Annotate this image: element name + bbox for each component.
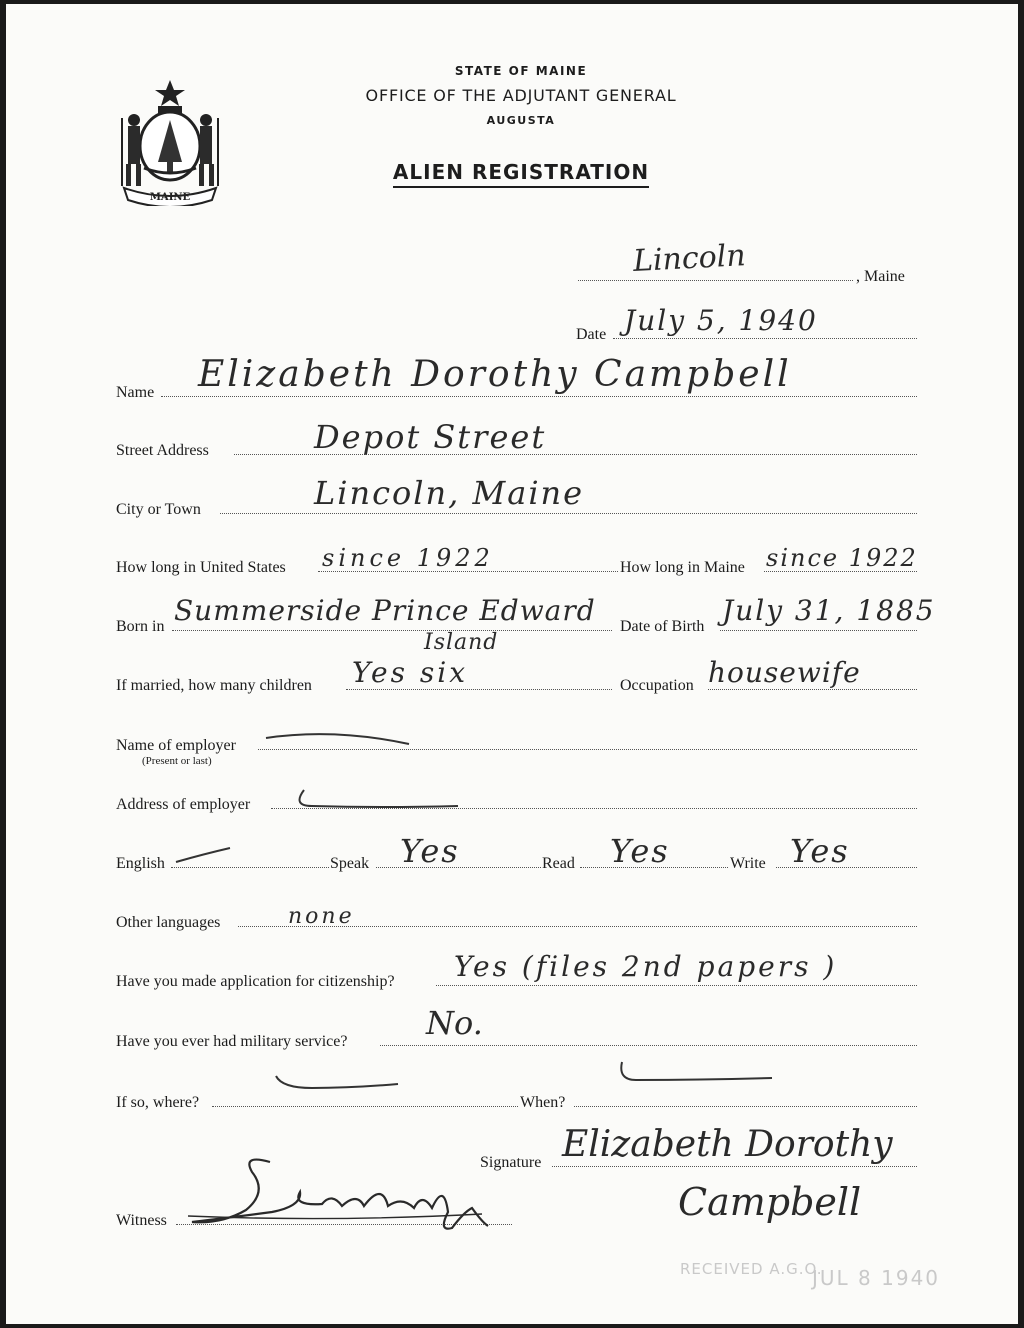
town-value: Lincoln [632, 238, 747, 279]
speak-label: Speak [330, 855, 370, 872]
blank-dash-mark [272, 1070, 402, 1092]
how-long-maine-value: since 1922 [766, 544, 918, 572]
born-in-label: Born in [116, 618, 165, 635]
children-label: If married, how many children [116, 677, 312, 694]
date-value: July 5, 1940 [624, 304, 818, 337]
employer-address-label: Address of employer [116, 796, 251, 813]
other-languages-label: Other languages [116, 914, 221, 931]
date-label: Date [576, 326, 607, 343]
citizenship-label: Have you made application for citizenship? [116, 973, 395, 990]
check-mark-icon [174, 844, 234, 866]
witness-label: Witness [116, 1212, 167, 1229]
maine-label: , Maine [856, 268, 905, 285]
street-label: Street Address [116, 442, 209, 459]
english-label: English [116, 855, 165, 872]
when-label: When? [520, 1094, 566, 1111]
read-value: Yes [610, 832, 670, 870]
speak-value: Yes [400, 832, 460, 870]
dob-value: July 31, 1885 [722, 594, 936, 627]
born-in-value-line2: Island [424, 630, 499, 655]
children-value: Yes six [352, 656, 469, 689]
form-title: ALIEN REGISTRATION [306, 160, 736, 184]
received-stamp-date: JUL 8 1940 [812, 1266, 941, 1290]
witness-signature-icon [182, 1152, 492, 1238]
where-label: If so, where? [116, 1094, 200, 1111]
blank-dash-mark [264, 726, 414, 750]
write-label: Write [730, 855, 766, 872]
city-town-label: City or Town [116, 501, 201, 518]
dob-label: Date of Birth [620, 618, 705, 635]
city-heading: AUGUSTA [486, 114, 556, 127]
blank-dash-mark [292, 786, 462, 814]
how-long-maine-label: How long in Maine [620, 559, 745, 576]
signature-value-line2: Campbell [678, 1180, 862, 1224]
read-label: Read [542, 855, 575, 872]
blank-dash-mark [616, 1060, 776, 1086]
registration-form [6, 4, 1018, 1324]
name-value: Elizabeth Dorothy Campbell [198, 354, 792, 395]
write-value: Yes [790, 832, 850, 870]
occupation-value: housewife [708, 656, 861, 689]
employer-label: Name of employer [116, 737, 236, 754]
born-in-value: Summerside Prince Edward [174, 594, 596, 627]
other-languages-value: none [288, 904, 355, 929]
signature-value: Elizabeth Dorothy [562, 1124, 893, 1165]
military-label: Have you ever had military service? [116, 1033, 348, 1050]
military-value: No. [426, 1004, 483, 1042]
name-label: Name [116, 384, 155, 401]
received-stamp: RECEIVED A.G.O. [680, 1260, 823, 1278]
how-long-us-value: since 1922 [322, 544, 494, 572]
employer-note: (Present or last) [142, 755, 212, 767]
how-long-us-label: How long in United States [116, 559, 286, 576]
citizenship-value: Yes (files 2nd papers ) [454, 950, 838, 983]
svg-text:MAINE: MAINE [149, 192, 191, 203]
maine-seal-icon [114, 78, 226, 206]
street-value: Depot Street [314, 418, 547, 456]
state-heading: STATE OF MAINE [454, 64, 588, 78]
city-town-value: Lincoln, Maine [314, 474, 585, 512]
signature-label: Signature [480, 1154, 542, 1171]
office-heading: OFFICE OF THE ADJUTANT GENERAL [365, 86, 677, 105]
occupation-label: Occupation [620, 677, 694, 694]
